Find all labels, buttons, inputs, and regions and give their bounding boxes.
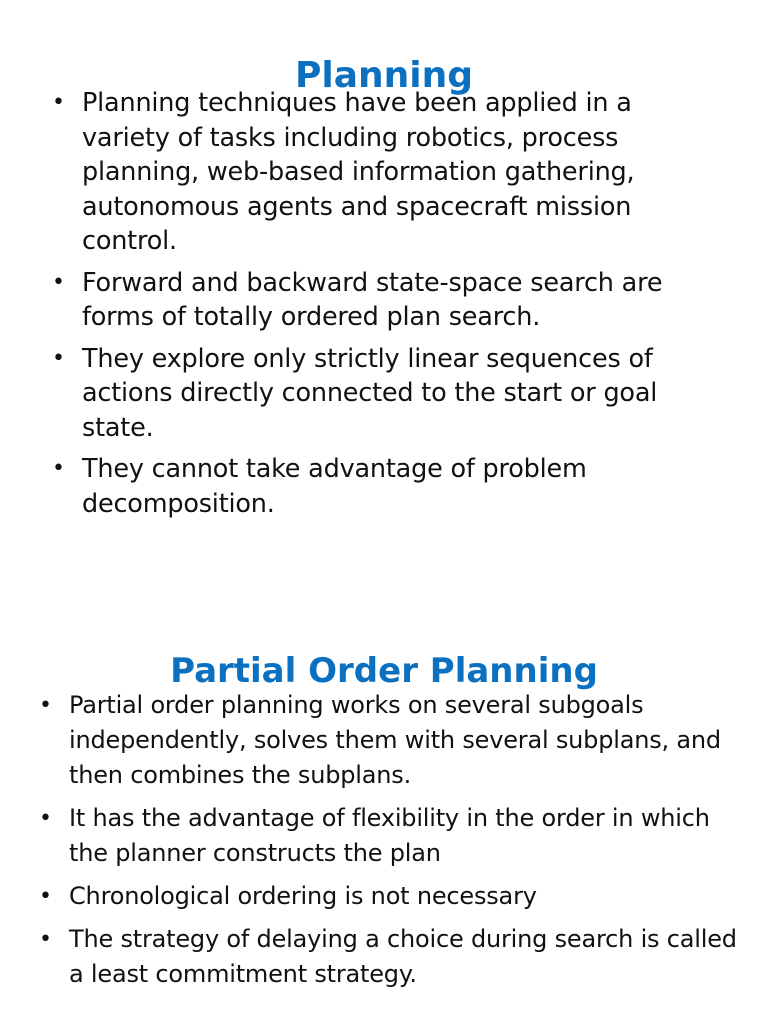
bullet-list <box>37 688 737 1000</box>
bullet-marker: • <box>39 693 52 718</box>
bullet-item <box>50 266 718 335</box>
bullet-item <box>50 86 718 259</box>
bullet-item <box>50 452 718 521</box>
bullet-text: Forward and backward state-space search are forms of totally ordered plan search. <box>82 267 663 332</box>
bullet-text: It has the advantage of flexibility in the order in which the planner constructs the plan <box>69 804 710 867</box>
bullet-text: Partial order planning works on several subgoals independently, solves them with several subplans, and then combines the subplans. <box>69 691 721 789</box>
bullet-text: They cannot take advantage of problem decomposition. <box>82 454 587 519</box>
bullet-item <box>37 922 737 992</box>
slide-title: Partial Order Planning <box>170 650 598 691</box>
bullet-item <box>37 688 737 793</box>
slide-partial-order-planning <box>0 600 768 1024</box>
bullet-marker: • <box>52 456 65 481</box>
bullet-text: The strategy of delaying a choice during search is called a least commitment strategy. <box>69 925 737 988</box>
bullet-text: Planning techniques have been applied in a variety of tasks including robotics, process planning, web-based information gathering, autonomous agents and spacecraft mission control. <box>82 88 635 256</box>
bullet-text: They explore only strictly linear sequences of actions directly connected to the start or goal state. <box>82 343 658 443</box>
bullet-marker: • <box>52 345 65 371</box>
bullet-marker: • <box>39 884 52 909</box>
bullet-text: Chronological ordering is not necessary <box>69 882 537 910</box>
bullet-marker: • <box>39 806 52 831</box>
bullet-item <box>37 801 737 871</box>
bullet-marker: • <box>52 90 65 115</box>
bullet-marker: • <box>39 927 52 952</box>
bullet-marker: • <box>52 269 65 295</box>
bullet-item <box>37 879 737 914</box>
bullet-item <box>50 342 718 446</box>
bullet-list <box>50 86 718 528</box>
slide-title: Planning <box>294 55 473 97</box>
